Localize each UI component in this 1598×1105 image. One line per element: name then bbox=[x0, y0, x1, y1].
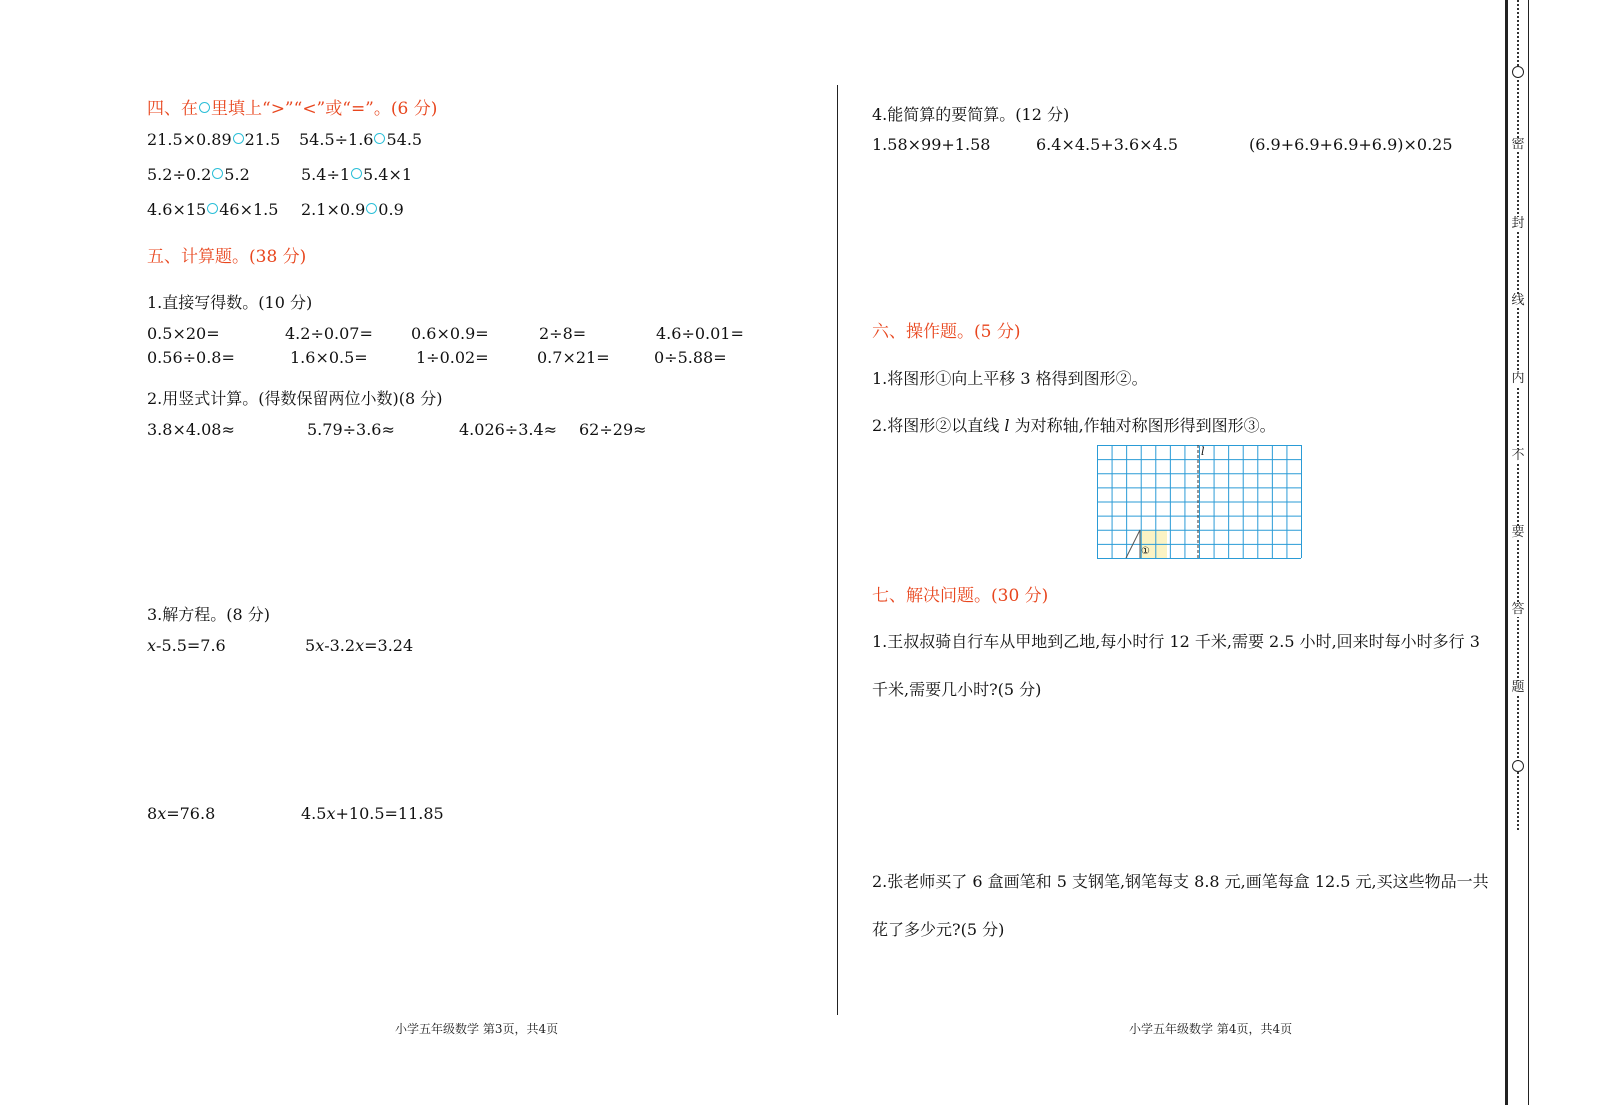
binding-char: 密 bbox=[1511, 137, 1525, 152]
vertical-calc-item: 4.026÷3.4≈ bbox=[459, 420, 558, 439]
section-4-title: 四、在 里填上“>”“<”或“=”。(6 分) bbox=[147, 99, 438, 119]
question-title: 3.解方程。(8 分) bbox=[147, 605, 271, 624]
blank-circle[interactable] bbox=[374, 133, 385, 144]
vertical-calc-item: 62÷29≈ bbox=[579, 420, 647, 439]
question-title: 1.直接写得数。(10 分) bbox=[147, 293, 313, 312]
page-footer: 小学五年级数学 第4页，共4页 bbox=[1129, 1022, 1293, 1036]
binding-char: 线 bbox=[1511, 293, 1525, 308]
binding-circle-icon bbox=[1512, 66, 1524, 78]
compare-item: 54.5÷1.6 54.5 bbox=[299, 130, 423, 149]
binding-char: 内 bbox=[1511, 371, 1525, 386]
blank-circle[interactable] bbox=[233, 133, 244, 144]
section-5-title: 五、计算题。(38 分) bbox=[147, 247, 307, 267]
binding-char: 题 bbox=[1511, 680, 1525, 695]
binding-dotted-line bbox=[1517, 0, 1519, 830]
mental-math-item: 0.56÷0.8= bbox=[147, 348, 235, 367]
question-text: 2.张老师买了 6 盒画笔和 5 支钢笔,钢笔每支 8.8 元,画笔每盒 12.5 元,买这些物品一共 bbox=[872, 872, 1489, 891]
blank-circle[interactable] bbox=[207, 203, 218, 214]
binding-char: 答 bbox=[1511, 602, 1525, 617]
grid-figure bbox=[1097, 445, 1302, 559]
simplify-item: 6.4×4.5+3.6×4.5 bbox=[1036, 135, 1178, 154]
binding-char: 不 bbox=[1511, 448, 1525, 463]
question-text: 花了多少元?(5 分) bbox=[872, 920, 1005, 939]
mental-math-item: 2÷8= bbox=[539, 324, 587, 343]
equation: x-5.5=7.6 bbox=[147, 636, 226, 655]
binding-circle-icon bbox=[1512, 760, 1524, 772]
blank-circle[interactable] bbox=[212, 168, 223, 179]
shape-label: ① bbox=[1141, 546, 1150, 557]
blank-circle[interactable] bbox=[351, 168, 362, 179]
compare-item: 5.4÷1 5.4×1 bbox=[301, 165, 413, 184]
question-title: 4.能简算的要简算。(12 分) bbox=[872, 105, 1070, 124]
mental-math-item: 4.6÷0.01= bbox=[656, 324, 744, 343]
page-footer: 小学五年级数学 第3页，共4页 bbox=[395, 1022, 559, 1036]
section-6-title: 六、操作题。(5 分) bbox=[872, 322, 1021, 342]
question-title: 2.用竖式计算。(得数保留两位小数)(8 分) bbox=[147, 389, 443, 408]
binding-char: 封 bbox=[1511, 216, 1525, 231]
mental-math-item: 0.6×0.9= bbox=[411, 324, 489, 343]
simplify-item: 1.58×99+1.58 bbox=[872, 135, 991, 154]
question-text: 1.将图形①向上平移 3 格得到图形②。 bbox=[872, 369, 1148, 388]
axis-label: l bbox=[1201, 445, 1205, 458]
binding-char: 要 bbox=[1511, 525, 1525, 540]
compare-item: 5.2÷0.2 5.2 bbox=[147, 165, 250, 184]
equation: 8x=76.8 bbox=[147, 804, 216, 823]
question-text: 2.将图形②以直线 l 为对称轴,作轴对称图形得到图形③。 bbox=[872, 416, 1276, 435]
page-divider bbox=[837, 85, 838, 1015]
vertical-calc-item: 5.79÷3.6≈ bbox=[307, 420, 395, 439]
equation: 4.5x+10.5=11.85 bbox=[301, 804, 444, 823]
binding-border bbox=[1505, 0, 1508, 1105]
mental-math-item: 1.6×0.5= bbox=[290, 348, 368, 367]
binding-border-inner bbox=[1528, 0, 1529, 1105]
section-7-title: 七、解决问题。(30 分) bbox=[872, 586, 1049, 606]
compare-item: 4.6×15 46×1.5 bbox=[147, 200, 279, 219]
simplify-item: (6.9+6.9+6.9+6.9)×0.25 bbox=[1249, 135, 1453, 154]
compare-item: 2.1×0.9 0.9 bbox=[301, 200, 404, 219]
mental-math-item: 0.7×21= bbox=[537, 348, 610, 367]
mental-math-item: 1÷0.02= bbox=[416, 348, 489, 367]
grid-lines bbox=[1097, 445, 1302, 559]
question-text: 千米,需要几小时?(5 分) bbox=[872, 680, 1042, 699]
vertical-calc-item: 3.8×4.08≈ bbox=[147, 420, 235, 439]
circle-icon bbox=[199, 102, 210, 113]
equation: 5x-3.2x=3.24 bbox=[305, 636, 414, 655]
blank-circle[interactable] bbox=[366, 203, 377, 214]
mental-math-item: 0÷5.88= bbox=[654, 348, 727, 367]
mental-math-item: 0.5×20= bbox=[147, 324, 220, 343]
compare-item: 21.5×0.89 21.5 bbox=[147, 130, 281, 149]
mental-math-item: 4.2÷0.07= bbox=[285, 324, 373, 343]
question-text: 1.王叔叔骑自行车从甲地到乙地,每小时行 12 千米,需要 2.5 小时,回来时每小时多行 3 bbox=[872, 632, 1480, 651]
